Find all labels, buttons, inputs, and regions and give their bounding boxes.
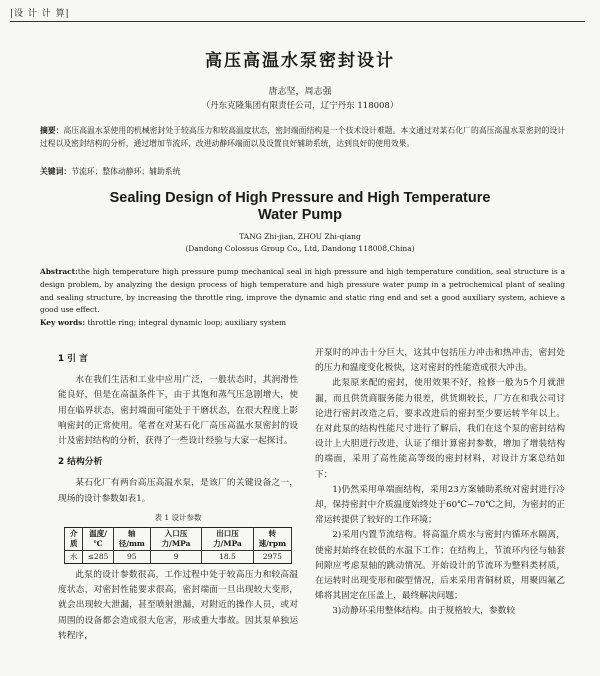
table-cell: 9 <box>150 551 201 564</box>
section-1-paragraph: 水在我们生活和工业中应用广泛，一般状态时，其润滑性能良好，但是在高温条件下，由于其饱和蒸气压急剧增大，使用在临界状态，密封端面可能处于干磨状态，在很大程度上影响密封的正常使用。笔者在对某石化厂高压高温水泵密封的设计及密封结构的分析，获得了一些设计经验与大家一起探讨。 <box>58 375 298 447</box>
authors-chinese: 唐志坚，周志强 <box>268 87 332 97</box>
title-english <box>0 190 600 224</box>
affiliation-chinese: （丹东克隆集团有限责任公司，辽宁丹东 118008） <box>201 101 399 111</box>
left-column <box>58 346 298 644</box>
abstract-english <box>40 266 565 317</box>
keywords-chinese-label: 关键词： <box>40 167 72 176</box>
title-english-line1: Sealing Design of High Pressure and High Temperature <box>109 190 491 206</box>
section-2-heading: 2 结构分析 <box>58 457 103 468</box>
right-paragraph-1: 开泵时的冲击十分巨大，这其中包括压力冲击和热冲击，密封处的压力和温度变化极快，这对密封的性能造成很大冲击。 <box>315 348 565 374</box>
abstract-chinese <box>40 124 565 150</box>
table-row <box>65 551 292 564</box>
keywords-chinese <box>40 166 565 177</box>
keywords-chinese-text: 节流环；整体动静环；辅助系统 <box>71 167 181 176</box>
title-english-line2: Water Pump <box>257 207 343 223</box>
abstract-english-text: the high temperature high pressure pump mechanical seal in high pressure and high temperature condition, seal structure is a design problem, by analyzing the design process of high temperature and high pressure water pump in a petrochemical plant of sealing and sealing structure, by increasing the throttle ring, improve the dynamic and static ring end and set a good auxiliary system, achieve a good use effect. <box>40 267 565 315</box>
table-cell: ≤285 <box>83 551 113 564</box>
table-1-caption: 表 1 设计参数 <box>154 512 202 522</box>
right-list-item-3: 3)动静环采用整体结构。由于规格较大，参数较 <box>332 606 516 617</box>
section-label: |设 计 计 算| <box>10 9 70 19</box>
abstract-chinese-text: 高压高温水泵使用的机械密封处于较高压力和较高温度状态，密封端面结构是一个技术设计难题。本文通过对某石化厂的高压高温水泵密封的设计过程以及密封结构的分析，通过增加节流环，改进动静环端面以及设置良好辅助系统，达到良好的使用效果。 <box>40 126 565 148</box>
section-1-heading: 1 引 言 <box>58 354 88 364</box>
right-list-item-1: 1)仍然采用单端面结构，采用23方案辅助系统对密封进行冷却，保持密封中介质温度始终处于60℃~70℃之间，为密封的正常运转提供了较好的工作环境； <box>315 484 565 526</box>
title-chinese: 高压高温水泵密封设计 <box>205 51 395 71</box>
table-cell: 95 <box>113 551 150 564</box>
keywords-english <box>40 318 565 327</box>
table-cell: 水 <box>65 551 83 564</box>
abstract-chinese-label: 摘要： <box>40 126 64 135</box>
table-header-row <box>65 528 292 551</box>
header-divider <box>10 21 585 22</box>
design-parameters-table <box>64 527 292 564</box>
table-header-cell: 转速/rpm <box>253 528 291 551</box>
right-paragraph-2: 此泵原来配的密封，使用效果不好，检修一般为5个月就泄漏，而且供货商服务能力很差，供货期较长，厂方在和我公司讨论进行密封改造之后，要求改进后的密封至少要运转半年以上。在对此泵的结构性能尺寸进行了解后，我们在这个泵的密封结构设计上大胆进行改进，认证了细计算密封参数，增加了增装结构的端面，采用了高性能高等级的密封材料，对设计方案总结如下： <box>315 378 565 480</box>
table-header-cell: 入口压力/MPa <box>150 528 201 551</box>
table-cell: 2975 <box>253 551 291 564</box>
table-header-cell: 出口压力/MPa <box>202 528 253 551</box>
abstract-english-label: Abstract: <box>40 267 78 276</box>
table-cell: 18.5 <box>202 551 253 564</box>
section-2-paragraph-2: 此泵的设计参数很高，工作过程中处于较高压力和较高温度状态，对密封性能要求很高，密封端面一旦出现较大变形，就会出现较大泄漏，甚至喷射泄漏，对附近的操作人员，或对周围的设备都会造成很大危害，形成重大事故。因其泵单独运转程序， <box>58 570 298 641</box>
authors-english: TANG Zhi-jian, ZHOU Zhi-qiang <box>239 232 361 241</box>
affiliation-english: (Dandong Colossus Group Co., Ltd, Dandong 118008,China) <box>185 244 415 253</box>
table-header-cell: 轴径/mm <box>113 528 150 551</box>
right-list-item-2: 2)采用内置节流结构。将高温介质水与密封内循环水隔离，使密封始终在较低的水温下工作；在结构上，节流环内径与轴套间隙应考虑泵轴的跳动情况。开始设计的节流环为整料类材质，在运转时出现变形和碳型情况，后来采用青铜材质，用聚四氟乙烯将其固定在压盖上，最终解决问题； <box>315 530 565 602</box>
keywords-english-text: throttle ring; integral dynamic loop; auxiliary system <box>87 318 287 327</box>
keywords-english-label: Key words: <box>40 318 86 327</box>
table-header-cell: 介质 <box>65 528 83 551</box>
section-2-paragraph-1: 某石化厂有两台高压高温水泵，是该厂的关键设备之一，现场的设计参数如表1。 <box>58 478 298 504</box>
right-column <box>315 346 565 620</box>
table-header-cell: 温度/℃ <box>83 528 113 551</box>
